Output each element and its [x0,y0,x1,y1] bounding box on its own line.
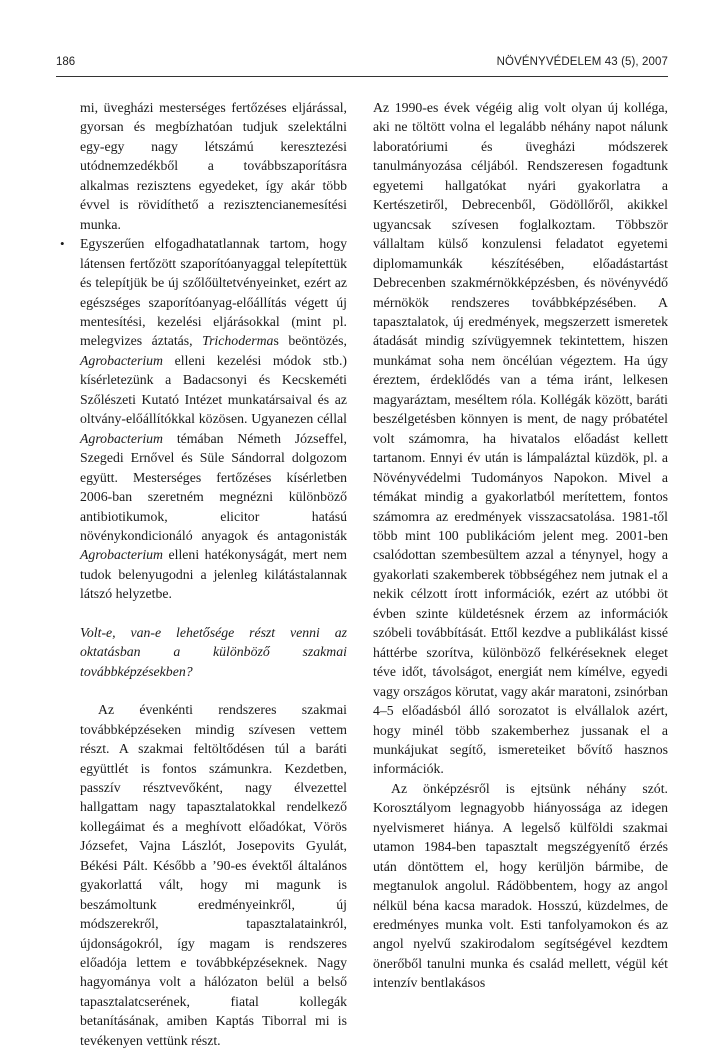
right-column [373,98,668,993]
bullet-text-part: Egyszerűen elfogadhatatlannak tartom, hogy látensen fertőzött szaporítóanyaggal telepítettük és telepítjük be új szőlőültetvényeinket, ezért az egészséges szaporítóanyag-előállítás végett új mentesítési, kezelési eljárásokkal (mint pl. melegvizes áztatás, [80,236,347,349]
left-paragraph-2: Az évenkénti rendszeres szakmai továbbképzéseken mindig szívesen vettem részt. A szakmai feltöltődésen túl a baráti együttlét is fontos számunkra. Kezdetben, passzív résztvevőként, nagy élvezettel hallgattam nagy tapasztalatokkal rendelkező kollegáimat és a meghívott előadókat, Vörös Józsefet, Vajna Lászlót, Josepovits Gyulát, Békési Pált. Később a ’90-es évektől általános gyakorlattá vált, hogy mi magunk is beszámoltunk eredményeinkről, új módszerekről, tapasztalatainkról, újdonságokról, így magam is rendszeres előadója lettem e továbbképzéseknek. Nagy hagyománya volt a hálózaton belül a belső tapasztalatcserének, fiatal kollegák betanításának, amiben Kaptás Tiborral mi is tevékenyen vettünk részt. [80,702,347,1048]
right-paragraph-1: Az 1990-es évek végéig alig volt olyan új kolléga, aki ne töltött volna el legalább néhány napot nálunk laboratóriumi és üvegházi módszerek tanulmányozása céljából. Rendszeresen fogadtunk egyetemi hallgatókat nyári gyakorlatra a Kertészetiről, Debrecenből, Gödöllőről, akikkel ugyancsak szívesen foglalkoztam. Többször vállaltam külső konzulensi feladatot egyetemi diplomamunkák készítésében, előadástartást Debrecenben szakmérnökképzésben, és növényvédő mérnökök rendszeres továbbképzésében. A tapasztalatok, új eredmények, megszerzett ismeretek átadását mindig szívügyemnek tekintettem, hiszen munkámat soha nem öncélúan végeztem. Ha úgy éreztem, érdeklődés van a téma iránt, lelkesen magyaráztam, meséltem róla. Kollégák között, baráti beszélgetésben könnyen is ment, de nagy próbatétel volt számomra, ha hivatalos előadást kellett tartanom. Ennyi év után is lámpaláztal küzdök, pl. a Növényvédelmi Tudományos Napokon. Mivel a témákat mindig a gyakorlatból merítettem, fontos számomra az eredmények visszacsatolása. 1981-től több mint 100 publikációm jelent meg. 2001-ben csalódottan szembesültem azzal a ténynyel, hogy a gyakorlati szakemberek többségéhez nem jutnak el a nekik célzott írott információk, ezért az utóbbi öt évben szinte küldetésnek érzem az információk szóbeli továbbítását. Ettől kezdve a publikálást kissé háttérbe szorítva, különböző felkéréseknek eleget téve időt, távolságot, energiát nem kímélve, egyedi vagy országos körutat, vagy akár maratoni, zsinórban 4–5 előadásból álló sorozatot is elvállalok azért, hogy minél több szakemberhez jussanak el a munkájukat segítő, ismereteiket bővítő hasznos információk. [373,100,669,777]
bullet-text-part: elleni hatékonyságát, mert nem tudok belenyugodni a jelenleg kilátástalannak látszó helyzetbe. [80,547,347,602]
species-name: Trichoderma [202,333,274,349]
species-name: Agrobacterium [80,430,164,446]
left-column [60,98,347,1050]
header-divider [56,76,668,77]
left-paragraph-1: mi, üvegházi mesterséges fertőzéses eljárással, gyorsan és megbízhatóan tudjuk szelektálni egy-egy nagy létszámú keresztezési utódnemzedékből a továbbszaporításra alkalmas rezisztens egyedeket, így akár több évvel is rövidíthető a rezisztencianemesítési munka. [80,100,347,232]
bullet-text-part: témában Németh Józseffel, Szegedi Ernővel és Süle Sándorral dolgozom együtt. Mesterséges fertőzéses kísérletben 2006-ban szeretném megnézni különböző antibiotikumok, elicitor hatású növénykondicionáló anyagok és antagonisták [80,430,347,543]
bullet-item [60,234,347,604]
bullet-paragraph [80,234,347,604]
page-number: 186 [56,56,76,68]
running-header [56,56,668,72]
journal-citation: NÖVÉNYVÉDELEM 43 (5), 2007 [496,56,668,68]
spacer [80,681,347,700]
species-name: Agrobacterium [80,547,164,563]
species-name: Agrobacterium [80,352,164,368]
bullet-text-part: s beöntözés, [273,333,347,349]
interview-question: Volt-e, van-e lehetősége részt venni az oktatásban a különböző szakmai továbbképzésekben? [80,624,347,679]
spacer [80,604,347,623]
bullet-icon: • [60,236,65,252]
bullet-text-part: elleni kezelési módok stb.) kísérletezünk a Badacsonyi és Kecskeméti Szőlészeti Kutató Intézet munkatársaival és az oltvány-előállítókkal közösen. Ugyanezen céllal [80,352,347,427]
right-paragraph-2: Az önképzésről is ejtsünk néhány szót. Korosztályom legnagyobb hiányossága az idegen nyelvismeret hiánya. A legelső külföldi szakmai utamon 1984-ben tapasztalt megszégyenítő érzés után döntöttem el, hogy kerüljön bármibe, de megtanulok angolul. Rádöbbentem, hogy az angol nélkül béna kacsa maradok. Hosszú, küzdelmes, de eredményes munka volt. Esti tanfolyamokon és az angol nyelvű szakirodalom segítségével kezdtem önerőből tanulni munka és család mellett, végül két intenzív bentlakásos [373,780,668,991]
